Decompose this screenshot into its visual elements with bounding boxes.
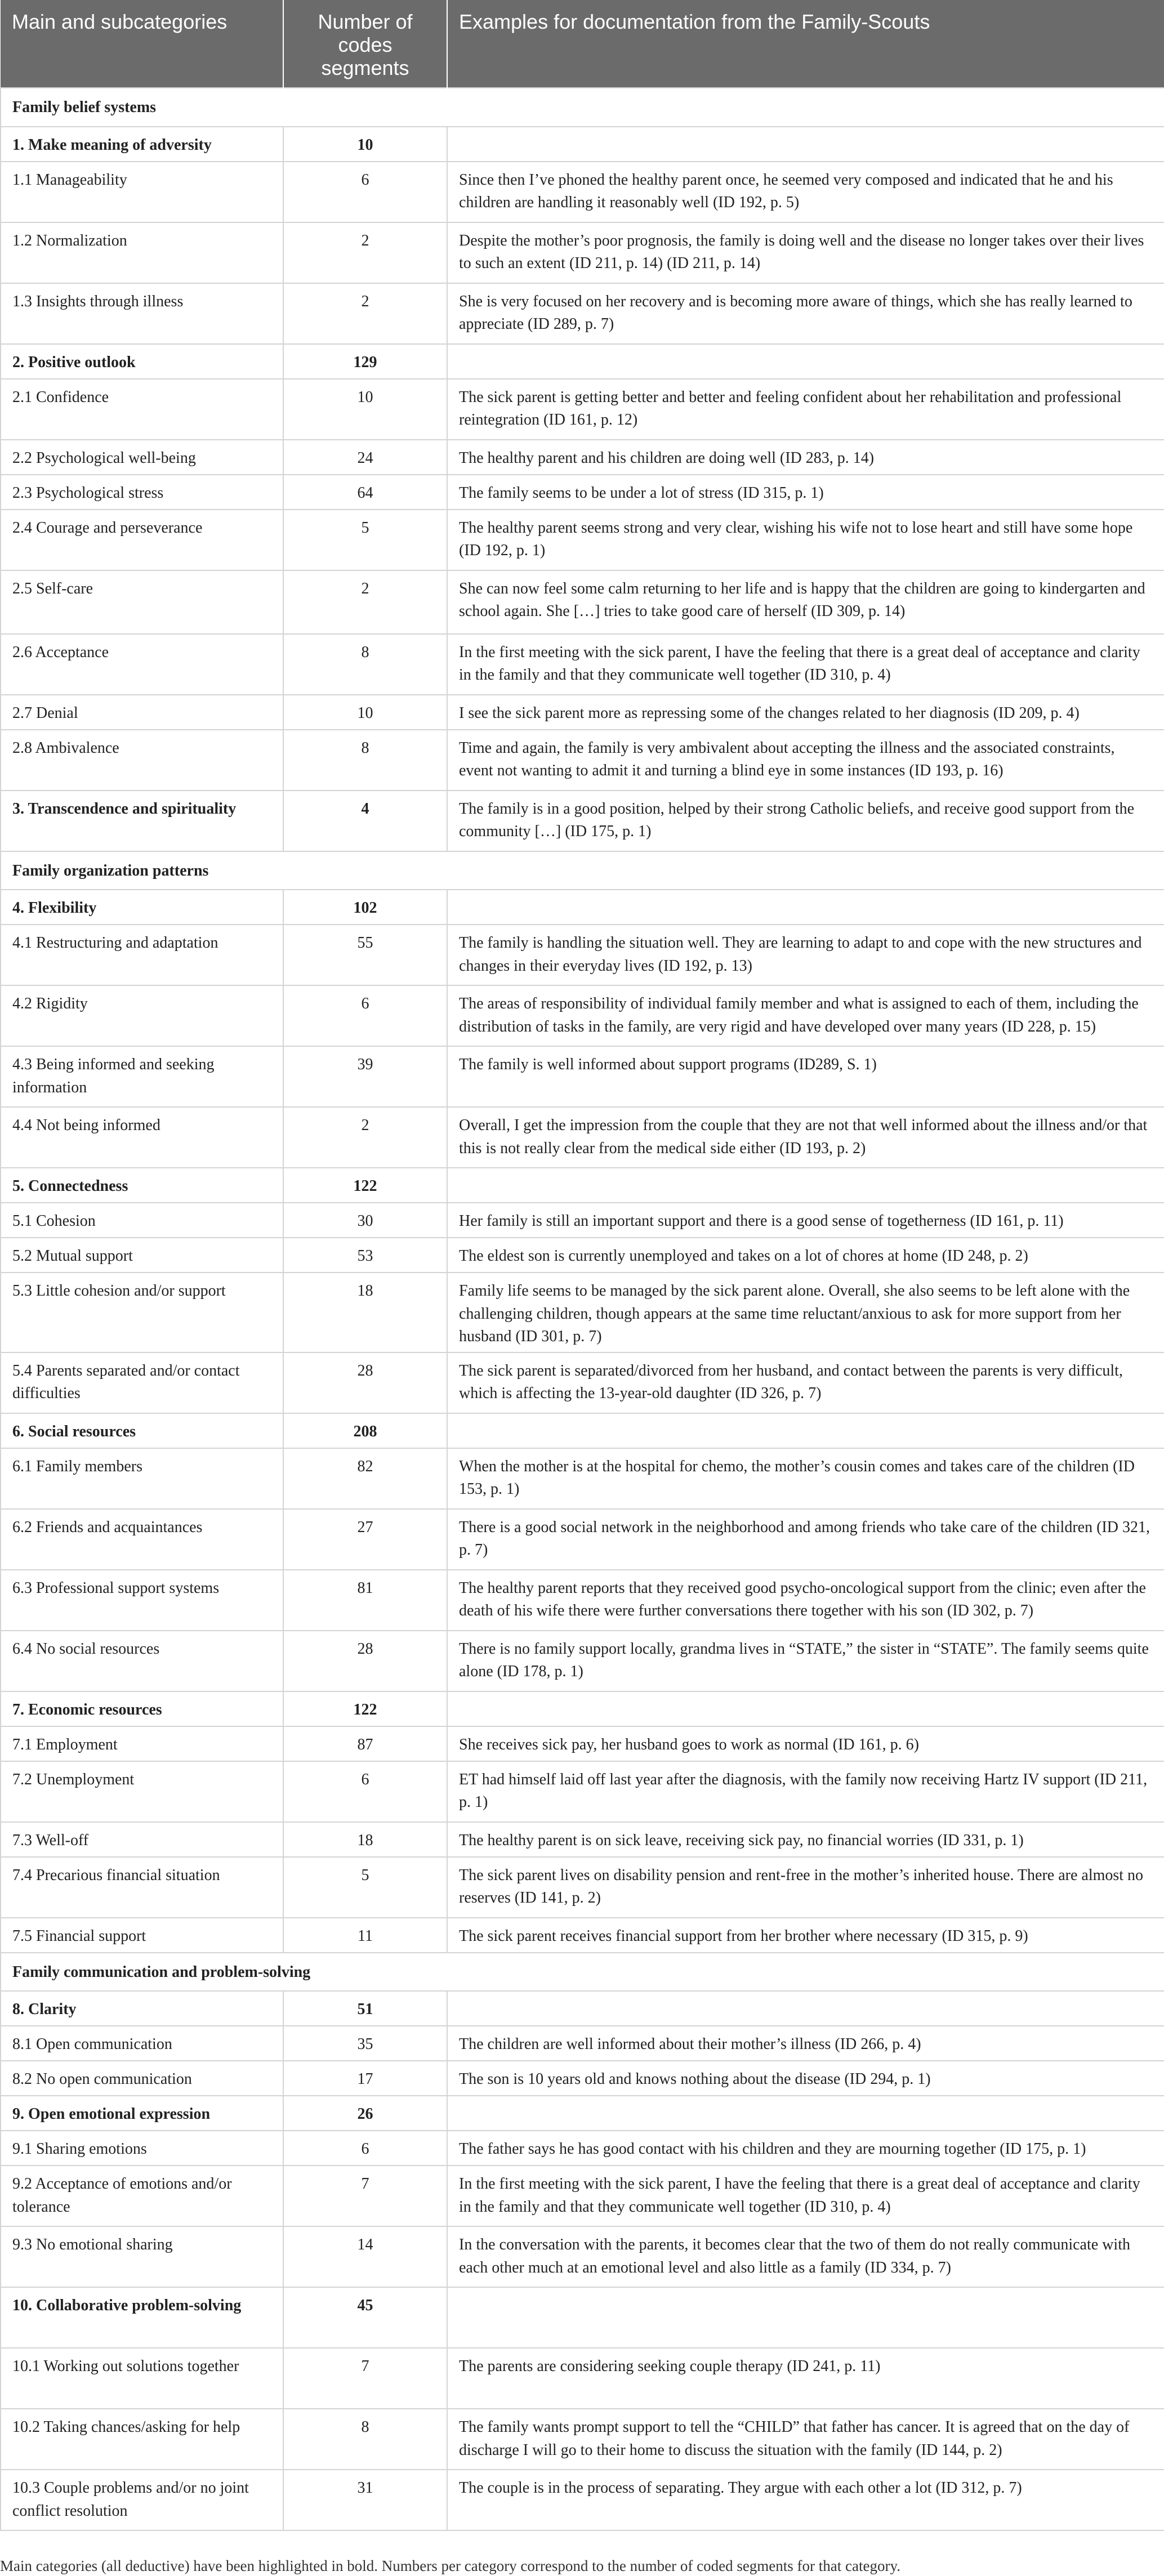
category-label: 5. Connectedness bbox=[1, 1168, 283, 1203]
subcategory-row bbox=[1, 379, 1164, 440]
example-text bbox=[447, 2287, 1164, 2348]
subcategory-row bbox=[1, 730, 1164, 791]
segment-count: 39 bbox=[283, 1046, 447, 1107]
subcategory-row bbox=[1, 925, 1164, 985]
subcategory-row bbox=[1, 1046, 1164, 1107]
category-label: 6.3 Professional support systems bbox=[1, 1570, 283, 1631]
main-category-row bbox=[1, 890, 1164, 925]
example-text: She is very focused on her recovery and is becoming more aware of things, which she has really learned to appreciate (ID 289, p. 7) bbox=[447, 283, 1164, 344]
subcategory-row bbox=[1, 2131, 1164, 2166]
subcategory-row bbox=[1, 2166, 1164, 2226]
segment-count: 64 bbox=[283, 475, 447, 510]
segment-count: 2 bbox=[283, 570, 447, 634]
segment-count: 26 bbox=[283, 2096, 447, 2131]
segment-count: 7 bbox=[283, 2348, 447, 2409]
category-label: 9. Open emotional expression bbox=[1, 2096, 283, 2131]
category-label: 10.1 Working out solutions together bbox=[1, 2348, 283, 2409]
segment-count: 81 bbox=[283, 1570, 447, 1631]
segment-count: 87 bbox=[283, 1726, 447, 1761]
subcategory-row bbox=[1, 2026, 1164, 2061]
example-text bbox=[447, 127, 1164, 162]
category-label: 4. Flexibility bbox=[1, 890, 283, 925]
example-text: Her family is still an important support and there is a good sense of togetherness (ID 161, p. 11) bbox=[447, 1203, 1164, 1238]
table-footnote: Main categories (all deductive) have been highlighted in bold. Numbers per category correspond to the number of coded segments for that category. bbox=[0, 2557, 900, 2574]
segment-count: 28 bbox=[283, 1631, 447, 1691]
main-category-row bbox=[1, 1413, 1164, 1448]
category-label: 6.2 Friends and acquaintances bbox=[1, 1509, 283, 1570]
subcategory-row bbox=[1, 162, 1164, 222]
category-label: 2.4 Courage and perseverance bbox=[1, 510, 283, 570]
category-label: 5.3 Little cohesion and/or support bbox=[1, 1273, 283, 1352]
example-text bbox=[447, 1168, 1164, 1203]
category-label: 8. Clarity bbox=[1, 1991, 283, 2026]
header-categories: Main and subcategories bbox=[1, 0, 283, 88]
segment-count: 6 bbox=[283, 985, 447, 1046]
main-category-row bbox=[1, 1691, 1164, 1726]
segment-count: 4 bbox=[283, 791, 447, 851]
main-category-row bbox=[1, 127, 1164, 162]
main-category-row bbox=[1, 344, 1164, 379]
subcategory-row bbox=[1, 1918, 1164, 1953]
category-label: 7.4 Precarious financial situation bbox=[1, 1857, 283, 1918]
subcategory-row bbox=[1, 475, 1164, 510]
section-row bbox=[1, 88, 1164, 127]
section-row bbox=[1, 1953, 1164, 1992]
main-category-row bbox=[1, 1168, 1164, 1203]
example-text: The healthy parent is on sick leave, receiving sick pay, no financial worries (ID 331, p. 1) bbox=[447, 1822, 1164, 1857]
category-label: 1. Make meaning of adversity bbox=[1, 127, 283, 162]
example-text: In the conversation with the parents, it becomes clear that the two of them do not really communicate with each other much at an emotional level and also little as a family (ID 334, p. 7) bbox=[447, 2226, 1164, 2287]
category-label: 4.4 Not being informed bbox=[1, 1107, 283, 1168]
category-label: 6.1 Family members bbox=[1, 1448, 283, 1509]
example-text: The eldest son is currently unemployed and takes on a lot of chores at home (ID 248, p. 2) bbox=[447, 1238, 1164, 1273]
subcategory-row bbox=[1, 2226, 1164, 2287]
example-text: She receives sick pay, her husband goes to work as normal (ID 161, p. 6) bbox=[447, 1726, 1164, 1761]
section-heading: Family communication and problem-solving bbox=[1, 1953, 1164, 1992]
subcategory-row bbox=[1, 1822, 1164, 1857]
example-text: The parents are considering seeking couple therapy (ID 241, p. 11) bbox=[447, 2348, 1164, 2409]
segment-count: 7 bbox=[283, 2166, 447, 2226]
example-text: The sick parent is getting better and better and feeling confident about her rehabilitation and professional reintegration (ID 161, p. 12) bbox=[447, 379, 1164, 440]
segment-count: 27 bbox=[283, 1509, 447, 1570]
category-label: 9.2 Acceptance of emotions and/or tolerance bbox=[1, 2166, 283, 2226]
example-text: The family is in a good position, helped by their strong Catholic beliefs, and receive good support from the community […] (ID 175, p. 1) bbox=[447, 791, 1164, 851]
segment-count: 31 bbox=[283, 2470, 447, 2530]
segment-count: 53 bbox=[283, 1238, 447, 1273]
example-text: When the mother is at the hospital for chemo, the mother’s cousin comes and takes care of the children (ID 153, p. 1) bbox=[447, 1448, 1164, 1509]
example-text bbox=[447, 2096, 1164, 2131]
category-label: 2.7 Denial bbox=[1, 695, 283, 730]
segment-count: 18 bbox=[283, 1273, 447, 1352]
subcategory-row bbox=[1, 1352, 1164, 1413]
table-body bbox=[1, 88, 1164, 2530]
subcategory-row bbox=[1, 510, 1164, 570]
segment-count: 18 bbox=[283, 1822, 447, 1857]
category-label: 1.1 Manageability bbox=[1, 162, 283, 222]
example-text bbox=[447, 890, 1164, 925]
example-text: There is no family support locally, grandma lives in “STATE,” the sister in “STATE”. The family seems quite alone (ID 178, p. 1) bbox=[447, 1631, 1164, 1691]
example-text: In the first meeting with the sick parent, I have the feeling that there is a great deal of acceptance and clarity in the family and that they communicate well together (ID 310, p. 4) bbox=[447, 2166, 1164, 2226]
section-heading: Family belief systems bbox=[1, 88, 1164, 127]
segment-count: 17 bbox=[283, 2061, 447, 2096]
example-text: She can now feel some calm returning to her life and is happy that the children are going to kindergarten and school again. She […] tries to take good care of herself (ID 309, p. 14) bbox=[447, 570, 1164, 634]
segment-count: 129 bbox=[283, 344, 447, 379]
table-header bbox=[1, 0, 1164, 88]
main-category-row bbox=[1, 1991, 1164, 2026]
segment-count: 6 bbox=[283, 162, 447, 222]
example-text: The family is handling the situation well. They are learning to adapt to and cope with the new structures and changes in their everyday lives (ID 192, p. 13) bbox=[447, 925, 1164, 985]
subcategory-row bbox=[1, 1857, 1164, 1918]
header-count: Number of codes segments bbox=[283, 0, 447, 88]
subcategory-row bbox=[1, 283, 1164, 344]
category-label: 7. Economic resources bbox=[1, 1691, 283, 1726]
subcategory-row bbox=[1, 2470, 1164, 2530]
example-text: The areas of responsibility of individual family member and what is assigned to each of them, including the distribution of tasks in the family, are very rigid and have developed over many years (ID 228, p. 15) bbox=[447, 985, 1164, 1046]
category-label: 10. Collaborative problem-solving bbox=[1, 2287, 283, 2348]
segment-count: 51 bbox=[283, 1991, 447, 2026]
example-text: The children are well informed about their mother’s illness (ID 266, p. 4) bbox=[447, 2026, 1164, 2061]
example-text: I see the sick parent more as repressing some of the changes related to her diagnosis (ID 209, p. 4) bbox=[447, 695, 1164, 730]
category-label: 5.4 Parents separated and/or contact difficulties bbox=[1, 1352, 283, 1413]
category-label: 4.1 Restructuring and adaptation bbox=[1, 925, 283, 985]
segment-count: 14 bbox=[283, 2226, 447, 2287]
category-label: 7.5 Financial support bbox=[1, 1918, 283, 1953]
category-label: 9.3 No emotional sharing bbox=[1, 2226, 283, 2287]
header-examples: Examples for documentation from the Family-Scouts bbox=[447, 0, 1164, 88]
example-text: The couple is in the process of separating. They argue with each other a lot (ID 312, p. 7) bbox=[447, 2470, 1164, 2530]
subcategory-row bbox=[1, 1570, 1164, 1631]
category-label: 1.2 Normalization bbox=[1, 222, 283, 283]
subcategory-row bbox=[1, 1631, 1164, 1691]
example-text: In the first meeting with the sick parent, I have the feeling that there is a great deal of acceptance and clarity in the family and that they communicate well together (ID 310, p. 4) bbox=[447, 634, 1164, 695]
category-label: 9.1 Sharing emotions bbox=[1, 2131, 283, 2166]
subcategory-row bbox=[1, 1273, 1164, 1352]
main-category-row bbox=[1, 2287, 1164, 2348]
segment-count: 102 bbox=[283, 890, 447, 925]
segment-count: 28 bbox=[283, 1352, 447, 1413]
segment-count: 8 bbox=[283, 634, 447, 695]
example-text: There is a good social network in the neighborhood and among friends who take care of the children (ID 321, p. 7) bbox=[447, 1509, 1164, 1570]
category-label: 7.3 Well-off bbox=[1, 1822, 283, 1857]
segment-count: 24 bbox=[283, 440, 447, 475]
segment-count: 122 bbox=[283, 1168, 447, 1203]
example-text: The son is 10 years old and knows nothing about the disease (ID 294, p. 1) bbox=[447, 2061, 1164, 2096]
category-label: 2.5 Self-care bbox=[1, 570, 283, 634]
segment-count: 45 bbox=[283, 2287, 447, 2348]
segment-count: 5 bbox=[283, 510, 447, 570]
example-text bbox=[447, 1413, 1164, 1448]
segment-count: 208 bbox=[283, 1413, 447, 1448]
example-text: Family life seems to be managed by the sick parent alone. Overall, she also seems to be left alone with the challenging children, though appears at the same time reluctant/anxious to ask for more support from her husband (ID 301, p. 7) bbox=[447, 1273, 1164, 1352]
example-text: The family seems to be under a lot of stress (ID 315, p. 1) bbox=[447, 475, 1164, 510]
subcategory-row bbox=[1, 1107, 1164, 1168]
category-label: 4.2 Rigidity bbox=[1, 985, 283, 1046]
category-label: 6. Social resources bbox=[1, 1413, 283, 1448]
subcategory-row bbox=[1, 2061, 1164, 2096]
segment-count: 10 bbox=[283, 379, 447, 440]
category-label: 3. Transcendence and spirituality bbox=[1, 791, 283, 851]
segment-count: 6 bbox=[283, 1761, 447, 1822]
subcategory-row bbox=[1, 222, 1164, 283]
subcategory-row bbox=[1, 2409, 1164, 2470]
subcategory-row bbox=[1, 1203, 1164, 1238]
segment-count: 2 bbox=[283, 1107, 447, 1168]
segment-count: 2 bbox=[283, 222, 447, 283]
category-label: 4.3 Being informed and seeking information bbox=[1, 1046, 283, 1107]
main-category-row bbox=[1, 791, 1164, 851]
subcategory-row bbox=[1, 1238, 1164, 1273]
subcategory-row bbox=[1, 2348, 1164, 2409]
example-text bbox=[447, 1691, 1164, 1726]
segment-count: 35 bbox=[283, 2026, 447, 2061]
segment-count: 30 bbox=[283, 1203, 447, 1238]
example-text bbox=[447, 344, 1164, 379]
subcategory-row bbox=[1, 1448, 1164, 1509]
category-label: 8.1 Open communication bbox=[1, 2026, 283, 2061]
segment-count: 6 bbox=[283, 2131, 447, 2166]
segment-count: 82 bbox=[283, 1448, 447, 1509]
segment-count: 10 bbox=[283, 695, 447, 730]
category-label: 6.4 No social resources bbox=[1, 1631, 283, 1691]
segment-count: 8 bbox=[283, 2409, 447, 2470]
example-text: The healthy parent reports that they received good psycho-oncological support from the clinic; even after the death of his wife there were further conversations there together with his son (ID 302, p. 7) bbox=[447, 1570, 1164, 1631]
example-text: The family is well informed about support programs (ID289, S. 1) bbox=[447, 1046, 1164, 1107]
subcategory-row bbox=[1, 570, 1164, 634]
category-label: 8.2 No open communication bbox=[1, 2061, 283, 2096]
section-row bbox=[1, 851, 1164, 890]
subcategory-row bbox=[1, 1761, 1164, 1822]
subcategory-row bbox=[1, 634, 1164, 695]
example-text: The sick parent receives financial support from her brother where necessary (ID 315, p. 9) bbox=[447, 1918, 1164, 1953]
example-text: ET had himself laid off last year after the diagnosis, with the family now receiving Hartz IV support (ID 211, p. 1) bbox=[447, 1761, 1164, 1822]
category-label: 2.8 Ambivalence bbox=[1, 730, 283, 791]
subcategory-row bbox=[1, 985, 1164, 1046]
segment-count: 55 bbox=[283, 925, 447, 985]
example-text: The sick parent is separated/divorced from her husband, and contact between the parents is very difficult, which is affecting the 13-year-old daughter (ID 326, p. 7) bbox=[447, 1352, 1164, 1413]
main-category-row bbox=[1, 2096, 1164, 2131]
category-label: 7.2 Unemployment bbox=[1, 1761, 283, 1822]
segment-count: 8 bbox=[283, 730, 447, 791]
segment-count: 5 bbox=[283, 1857, 447, 1918]
category-label: 7.1 Employment bbox=[1, 1726, 283, 1761]
category-label: 2.1 Confidence bbox=[1, 379, 283, 440]
category-label: 2.2 Psychological well-being bbox=[1, 440, 283, 475]
section-heading: Family organization patterns bbox=[1, 851, 1164, 890]
example-text: Time and again, the family is very ambivalent about accepting the illness and the associated constraints, event not wanting to admit it and turning a blind eye in some instances (ID 193, p. 16) bbox=[447, 730, 1164, 791]
example-text bbox=[447, 1991, 1164, 2026]
subcategory-row bbox=[1, 1509, 1164, 1570]
category-label: 2. Positive outlook bbox=[1, 344, 283, 379]
example-text: Despite the mother’s poor prognosis, the family is doing well and the disease no longer takes over their lives to such an extent (ID 211, p. 14) (ID 211, p. 14) bbox=[447, 222, 1164, 283]
segment-count: 122 bbox=[283, 1691, 447, 1726]
category-label: 1.3 Insights through illness bbox=[1, 283, 283, 344]
example-text: The family wants prompt support to tell the “CHILD” that father has cancer. It is agreed that on the day of discharge I will go to their home to discuss the situation with the family (ID 144, p. 2) bbox=[447, 2409, 1164, 2470]
example-text: The sick parent lives on disability pension and rent-free in the mother’s inherited house. There are almost no reserves (ID 141, p. 2) bbox=[447, 1857, 1164, 1918]
example-text: Since then I’ve phoned the healthy parent once, he seemed very composed and indicated that he and his children are handling it reasonably well (ID 192, p. 5) bbox=[447, 162, 1164, 222]
example-text: Overall, I get the impression from the couple that they are not that well informed about the illness and/or that this is not really clear from the medical side either (ID 193, p. 2) bbox=[447, 1107, 1164, 1168]
subcategory-row bbox=[1, 1726, 1164, 1761]
example-text: The healthy parent and his children are doing well (ID 283, p. 14) bbox=[447, 440, 1164, 475]
category-label: 10.3 Couple problems and/or no joint conflict resolution bbox=[1, 2470, 283, 2530]
category-label: 5.2 Mutual support bbox=[1, 1238, 283, 1273]
example-text: The father says he has good contact with his children and they are mourning together (ID 175, p. 1) bbox=[447, 2131, 1164, 2166]
category-label: 5.1 Cohesion bbox=[1, 1203, 283, 1238]
category-label: 2.3 Psychological stress bbox=[1, 475, 283, 510]
example-text: The healthy parent seems strong and very clear, wishing his wife not to lose heart and still have some hope (ID 192, p. 1) bbox=[447, 510, 1164, 570]
subcategory-row bbox=[1, 695, 1164, 730]
segment-count: 2 bbox=[283, 283, 447, 344]
segment-count: 10 bbox=[283, 127, 447, 162]
category-label: 2.6 Acceptance bbox=[1, 634, 283, 695]
subcategory-row bbox=[1, 440, 1164, 475]
category-label: 10.2 Taking chances/asking for help bbox=[1, 2409, 283, 2470]
segment-count: 11 bbox=[283, 1918, 447, 1953]
